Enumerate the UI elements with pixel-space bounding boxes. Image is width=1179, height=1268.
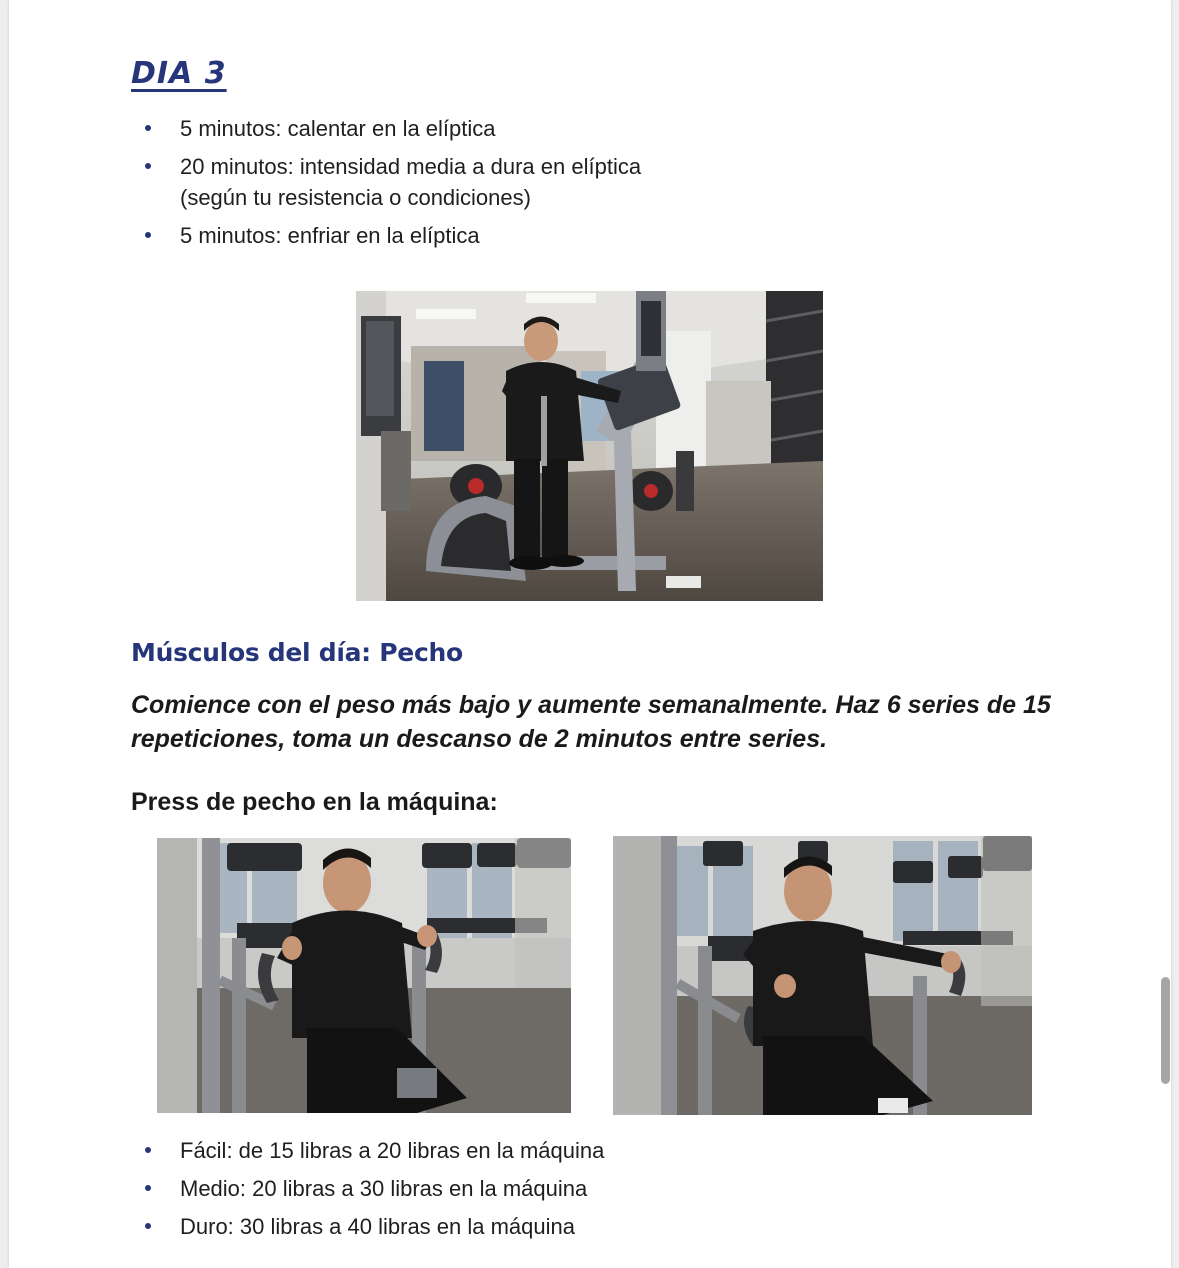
bullet-dot-icon — [145, 125, 151, 131]
list-item — [131, 1211, 604, 1242]
list-item — [131, 1135, 604, 1166]
bullet-dot-icon — [145, 163, 151, 169]
exercise-title: Press de pecho en la máquina: — [131, 788, 498, 816]
list-item-text: Medio: 20 libras a 30 libras en la máquina — [180, 1176, 588, 1201]
bullet-dot-icon — [145, 1223, 151, 1229]
bullet-dot-icon — [145, 1185, 151, 1191]
difficulty-list — [131, 1135, 604, 1249]
elliptical-photo — [356, 291, 823, 601]
document-page — [9, 0, 1171, 1268]
list-item — [131, 1173, 604, 1204]
scrollbar-thumb[interactable] — [1161, 977, 1170, 1084]
day-title: DIA 3 — [131, 56, 227, 91]
list-item-text: Fácil: de 15 libras a 20 libras en la máquina — [180, 1138, 605, 1163]
cardio-list — [131, 113, 700, 258]
list-item — [131, 113, 700, 144]
list-item-text: 5 minutos: calentar en la elíptica — [180, 116, 496, 141]
list-item-text: 20 minutos: intensidad media a dura en elíptica (según tu resistencia o condiciones) — [180, 154, 642, 210]
bullet-dot-icon — [145, 1147, 151, 1153]
list-item-text: 5 minutos: enfriar en la elíptica — [180, 223, 480, 248]
section-title: Músculos del día: Pecho — [131, 638, 463, 667]
list-item — [131, 220, 700, 251]
chest-press-start-photo — [157, 838, 571, 1113]
list-item — [131, 151, 700, 213]
list-item-text: Duro: 30 libras a 40 libras en la máquina — [180, 1214, 576, 1239]
bullet-dot-icon — [145, 232, 151, 238]
chest-press-extended-photo — [613, 836, 1032, 1115]
instructions-text: Comience con el peso más bajo y aumente semanalmente. Haz 6 series de 15 repeticiones, toma un descanso de 2 minutos entre series. — [131, 691, 1051, 753]
